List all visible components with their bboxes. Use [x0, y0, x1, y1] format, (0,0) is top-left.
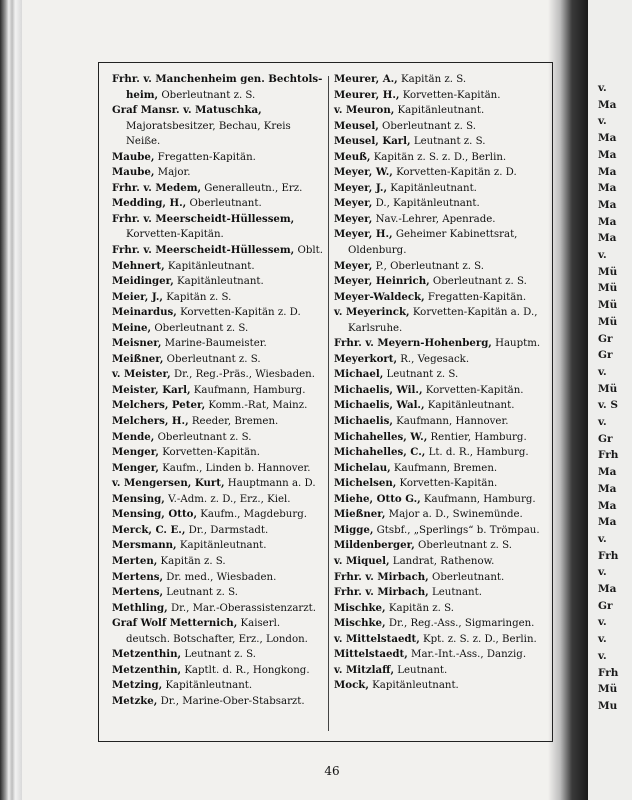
entry-description: Kaufm., Magdeburg.	[197, 509, 307, 521]
entry-description: P., Oberleutnant z. S.	[372, 260, 485, 272]
entry-description: Kaufmann, Hamburg.	[420, 493, 536, 505]
entry-name: Metzing,	[112, 679, 163, 692]
entry-name: v. Meuron,	[334, 104, 395, 117]
entry-description: Kaufm., Linden b. Hannover.	[158, 462, 311, 474]
next-page-fragment: Gr	[598, 332, 613, 345]
directory-entry	[334, 274, 546, 290]
entry-name: Mensing,	[112, 492, 165, 505]
next-page-fragment: Ma	[598, 499, 617, 512]
entry-name: Meurer, H.,	[334, 88, 400, 101]
entry-name: Michaelis,	[334, 415, 393, 428]
next-page-fragment: v.	[598, 365, 607, 378]
directory-entry	[112, 367, 324, 383]
directory-entry	[112, 398, 324, 414]
directory-entry	[334, 165, 546, 181]
entry-name: Mildenberger,	[334, 539, 415, 552]
next-page-fragment: Ma	[598, 466, 617, 479]
directory-entry	[334, 570, 546, 586]
entry-description: Oberleutnant z. S.	[378, 120, 476, 132]
entry-name: Meißner,	[112, 352, 164, 365]
entry-name: Frhr. v. Meerscheidt-Hüllessem,	[112, 244, 295, 257]
entry-name: Meuß,	[334, 150, 371, 163]
directory-entry	[334, 398, 546, 414]
entry-name: Methling,	[112, 601, 168, 614]
entry-description: Kapitänleutnant.	[173, 276, 264, 288]
directory-entry	[112, 461, 324, 477]
next-page-fragment: Mü	[598, 315, 618, 328]
entry-description: Leutnant.	[428, 587, 482, 599]
directory-entry	[334, 150, 546, 166]
entry-name: Michahelles, C.,	[334, 446, 426, 459]
entry-name: Maube,	[112, 150, 155, 163]
directory-entry	[112, 259, 324, 275]
entry-description: Komm.-Rat, Mainz.	[205, 400, 308, 412]
entry-name: Meusel, Karl,	[334, 135, 411, 148]
entry-name: v. Mitzlaff,	[334, 663, 395, 676]
directory-entry	[334, 538, 546, 554]
entry-description: Oberleutnant z. S.	[154, 431, 252, 443]
directory-entry	[112, 150, 324, 166]
entry-name: Merck, C. E.,	[112, 523, 186, 536]
entry-name: Meyer,	[334, 259, 373, 272]
entry-description: Korvetten-Kapitän.	[422, 384, 524, 396]
directory-entry	[112, 196, 324, 212]
entry-name: Meyer,	[334, 212, 373, 225]
entry-description: Korvetten-Kapitän.	[126, 229, 224, 241]
entry-name: Meyer, W.,	[334, 166, 393, 179]
entry-name: Michaelis, Wil.,	[334, 383, 423, 396]
entry-name: Michelau,	[334, 461, 391, 474]
entry-name: Meier, J.,	[112, 290, 163, 303]
right-column	[334, 72, 546, 694]
entry-name: Mersmann,	[112, 539, 177, 552]
directory-entry	[112, 305, 324, 321]
entry-description: Korvetten-Kapitän z. D.	[176, 307, 301, 319]
directory-entry	[112, 414, 324, 430]
entry-description: Leutnant.	[394, 664, 448, 676]
next-page-fragment: Gr	[598, 599, 613, 612]
entry-name: Meyer-Waldeck,	[334, 290, 425, 303]
directory-entry	[334, 227, 546, 258]
entry-description: Oberleutnant.	[428, 571, 505, 583]
entry-description: Reeder, Bremen.	[188, 416, 279, 428]
next-page-fragment: v. S	[598, 399, 618, 412]
column-divider	[328, 76, 329, 731]
directory-entry	[112, 616, 324, 647]
entry-description: Korvetten-Kapitän a. D., Karlsruhe.	[348, 307, 538, 334]
directory-entry	[334, 678, 546, 694]
directory-entry	[334, 601, 546, 617]
next-page-fragment: v.	[598, 616, 607, 629]
next-page-fragment: Frh	[598, 666, 619, 679]
entry-description: Gtsbf., „Sperlings“ b. Trömpau.	[373, 524, 540, 536]
entry-description: Kaufmann, Hamburg.	[190, 384, 306, 396]
entry-description: Leutnant z. S.	[181, 649, 256, 661]
entry-description: Major a. D., Swinemünde.	[385, 509, 523, 521]
entry-name: Melchers, Peter,	[112, 399, 206, 412]
entry-name: Miehe, Otto G.,	[334, 492, 421, 505]
entry-description: Oberleutnant z. S.	[429, 276, 527, 288]
entry-description: Kaufmann, Hannover.	[392, 416, 509, 428]
entry-description: R., Vegesack.	[397, 353, 470, 365]
next-page-fragment: v.	[598, 115, 607, 128]
next-page-fragment: v.	[598, 532, 607, 545]
next-page-fragment: Ma	[598, 232, 617, 245]
directory-entry	[334, 367, 546, 383]
entry-name: v. Meister,	[112, 368, 171, 381]
directory-entry	[112, 336, 324, 352]
entry-name: Meyer, H.,	[334, 228, 393, 241]
directory-entry	[334, 414, 546, 430]
entry-name: v. Mengersen, Kurt,	[112, 477, 225, 490]
entry-name: Meisner,	[112, 337, 162, 350]
directory-entry	[334, 290, 546, 306]
entry-name: Mertens,	[112, 586, 164, 599]
directory-entry	[112, 352, 324, 368]
directory-entry	[334, 492, 546, 508]
entry-name: Mock,	[334, 679, 369, 692]
entry-description: Kaufmann, Bremen.	[390, 462, 498, 474]
next-page-fragment: v.	[598, 416, 607, 428]
entry-description: Leutnant z. S.	[163, 587, 238, 599]
entry-name: v. Mittelstaedt,	[334, 632, 420, 645]
entry-name: Mertens,	[112, 570, 164, 583]
directory-entry	[112, 663, 324, 679]
entry-description: Dr., Marine-Ober-Stabsarzt.	[157, 695, 305, 707]
entry-name: Meyer, Heinrich,	[334, 275, 430, 288]
next-page-fragment: Ma	[598, 182, 617, 195]
entry-description: Dr., Mar.-Oberassistenzarzt.	[167, 602, 316, 614]
directory-entry	[334, 383, 546, 399]
directory-entry	[112, 165, 324, 181]
directory-entry	[334, 523, 546, 539]
next-page-fragment: Gr	[598, 432, 613, 445]
entry-description: Dr. med., Wiesbaden.	[163, 571, 277, 583]
entry-description: Leutnant z. S.	[383, 369, 459, 381]
directory-entry	[334, 507, 546, 523]
directory-entry	[334, 647, 546, 663]
directory-entry	[112, 601, 324, 617]
entry-description: Oberleutnant z. S.	[414, 540, 512, 552]
directory-entry	[334, 445, 546, 461]
directory-entry	[112, 103, 324, 150]
entry-description: Majoratsbesitzer, Bechau, Kreis Neiße.	[126, 120, 291, 148]
entry-name: Mittelstaedt,	[334, 648, 408, 661]
directory-entry	[112, 647, 324, 663]
next-page-fragment: Mü	[598, 282, 618, 295]
directory-entry	[334, 259, 546, 275]
entry-name: Michahelles, W.,	[334, 430, 428, 443]
next-page-fragment: Ma	[598, 583, 617, 595]
entry-name: Melchers, H.,	[112, 415, 189, 428]
entry-description: Korvetten-Kapitän.	[158, 447, 260, 459]
next-page-fragment: Ma	[598, 198, 617, 211]
directory-entry	[334, 461, 546, 477]
directory-entry	[334, 430, 546, 446]
directory-entry	[334, 134, 546, 150]
entry-description: Hauptm.	[491, 338, 541, 350]
entry-name: Migge,	[334, 523, 374, 536]
entry-description: Kaiserl. deutsch. Botschafter, Erz., London.	[126, 618, 308, 645]
entry-description: Kapitän z. S. z. D., Berlin.	[370, 151, 507, 163]
directory-entry	[334, 119, 546, 135]
entry-description: Kapitänleutnant.	[394, 105, 485, 117]
entry-description: Kaptlt. d. R., Hongkong.	[181, 664, 310, 676]
directory-entry	[112, 476, 324, 492]
entry-description: Mar.-Int.-Ass., Danzig.	[407, 649, 527, 661]
entry-description: Dr., Reg.-Präs., Wiesbaden.	[170, 369, 315, 381]
entry-description: Hauptmann a. D.	[224, 478, 316, 490]
next-page-fragment: Ma	[598, 165, 617, 178]
next-page-fragment: Ma	[598, 98, 617, 111]
directory-entry	[334, 352, 546, 368]
entry-name: Frhr. v. Mirbach,	[334, 570, 429, 583]
next-page-fragment: v.	[598, 566, 607, 579]
entry-description: Oberleutnant z. S.	[151, 322, 249, 334]
entry-description: Kapitänleutnant.	[387, 182, 477, 194]
directory-entry	[112, 430, 324, 446]
page-number: 46	[324, 764, 340, 778]
entry-name: Frhr. v. Medem,	[112, 181, 202, 194]
entry-name: Meyer, J.,	[334, 181, 387, 194]
entry-description: Korvetten-Kapitän z. D.	[392, 167, 517, 179]
entry-description: Leutnant z. S.	[410, 136, 486, 148]
directory-entry	[334, 88, 546, 104]
directory-entry	[334, 632, 546, 648]
next-page-edge	[588, 0, 632, 800]
next-page-fragment: Ma	[598, 482, 617, 495]
entry-name: Mensing, Otto,	[112, 508, 198, 521]
directory-entry	[334, 663, 546, 679]
entry-name: Mende,	[112, 430, 155, 443]
entry-description: Lt. d. R., Hamburg.	[425, 447, 529, 459]
directory-entry	[334, 554, 546, 570]
directory-entry	[112, 554, 324, 570]
next-page-fragment: Mü	[598, 382, 618, 395]
next-page-fragment: v.	[598, 633, 607, 646]
entry-name: Frhr. v. Mirbach,	[334, 586, 429, 599]
directory-entry	[112, 678, 324, 694]
entry-name: Medding, H.,	[112, 197, 187, 210]
entry-name: Metzenthin,	[112, 648, 182, 661]
entry-name: Mehnert,	[112, 259, 165, 272]
entry-name: Meister, Karl,	[112, 383, 191, 396]
entry-description: Marine-Baumeister.	[161, 338, 267, 350]
entry-name: Menger,	[112, 446, 159, 459]
directory-entry	[112, 523, 324, 539]
entry-description: Korvetten-Kapitän.	[399, 89, 501, 101]
next-page-fragment: Mu	[598, 699, 618, 712]
entry-description: Kapitänleutnant.	[368, 680, 459, 692]
next-page-fragment: Ma	[598, 148, 617, 161]
entry-description: Kapitänleutnant.	[176, 540, 267, 552]
entry-name: v. Miquel,	[334, 554, 390, 567]
entry-name: Metzke,	[112, 694, 158, 707]
entry-name: Meinardus,	[112, 306, 177, 319]
next-page-fragment: Ma	[598, 132, 617, 145]
next-page-fragment: v.	[598, 82, 607, 94]
next-page-fragment: Frh	[598, 449, 619, 462]
entry-description: Kpt. z. S. z. D., Berlin.	[419, 633, 537, 645]
directory-entry	[112, 243, 324, 259]
directory-entry	[334, 305, 546, 336]
directory-entry	[112, 445, 324, 461]
entry-name: Meidinger,	[112, 275, 174, 288]
entry-description: Dr., Darmstadt.	[185, 524, 269, 536]
next-page-fragment: Mü	[598, 265, 618, 278]
entry-description: Fregatten-Kapitän.	[424, 291, 527, 303]
entry-name: Frhr. v. Meerscheidt-Hüllessem,	[112, 212, 295, 225]
entry-name: Maube,	[112, 166, 155, 179]
entry-name: Mischke,	[334, 601, 386, 614]
entry-description: Major.	[154, 167, 191, 179]
entry-description: Kapitänleutnant.	[164, 260, 255, 272]
entry-description: Landrat, Rathenow.	[389, 555, 495, 567]
directory-entry	[112, 492, 324, 508]
directory-entry	[112, 274, 324, 290]
entry-name: Merten,	[112, 554, 158, 567]
entry-name: Graf Wolf Metternich,	[112, 617, 238, 630]
next-page-fragment: Frh	[598, 549, 619, 562]
entry-name: Michelsen,	[334, 477, 397, 490]
book-spine-edge	[0, 0, 22, 800]
book-gutter	[548, 0, 588, 800]
entry-description: V.-Adm. z. D., Erz., Kiel.	[164, 493, 291, 505]
directory-entry	[334, 181, 546, 197]
entry-description: Oblt.	[294, 245, 323, 257]
entry-description: Kapitänleutnant.	[162, 680, 253, 692]
entry-description: Kapitän z. S.	[162, 291, 232, 303]
entry-description: Kapitän z. S.	[157, 555, 226, 567]
entry-description: Oberleutnant z. S.	[158, 89, 256, 101]
entry-description: Dr., Reg.-Ass., Sigmaringen.	[385, 618, 535, 630]
entry-description: Oberleutnant.	[186, 198, 262, 210]
entry-name: Meusel,	[334, 119, 379, 132]
directory-entry	[112, 383, 324, 399]
entry-description: D., Kapitänleutnant.	[372, 198, 480, 210]
entry-name: Metzenthin,	[112, 663, 182, 676]
directory-entry	[334, 336, 546, 352]
directory-entry	[112, 538, 324, 554]
entry-name: Frhr. v. Meyern-Hohenberg,	[334, 337, 492, 350]
directory-entry	[112, 212, 324, 243]
entry-description: Rentier, Hamburg.	[427, 431, 527, 443]
next-page-fragment: Mü	[598, 299, 618, 312]
entry-name: Mischke,	[334, 617, 386, 630]
entry-name: Meurer, A.,	[334, 73, 398, 85]
entry-description: Nav.-Lehrer, Apenrade.	[372, 213, 496, 225]
next-page-fragment: Ma	[598, 215, 617, 228]
entry-description: Oberleutnant z. S.	[163, 353, 261, 365]
entry-name: Meyerkort,	[334, 352, 398, 365]
directory-entry	[334, 585, 546, 601]
entry-name: Menger,	[112, 461, 159, 474]
next-page-fragment: v.	[598, 249, 607, 261]
next-page-fragment: Mü	[598, 683, 618, 696]
directory-entry	[334, 476, 546, 492]
entry-name: v. Meyerinck,	[334, 306, 410, 319]
entry-description: Kapitänleutnant.	[424, 400, 515, 412]
left-column	[112, 72, 324, 709]
next-page-fragment: v.	[598, 649, 607, 662]
entry-name: Michaelis, Wal.,	[334, 399, 425, 412]
directory-entry	[334, 212, 546, 228]
directory-entry	[334, 72, 546, 88]
entry-description: Korvetten-Kapitän.	[396, 478, 498, 490]
entry-description: Kapitän z. S.	[397, 74, 467, 85]
directory-entry	[334, 616, 546, 632]
directory-entry	[112, 72, 324, 103]
next-page-fragment: Ma	[598, 516, 617, 529]
directory-entry	[112, 694, 324, 710]
next-page-fragment: Gr	[598, 349, 613, 362]
entry-name: Mießner,	[334, 508, 386, 521]
directory-entry	[112, 507, 324, 523]
directory-entry	[112, 570, 324, 586]
entry-name: Frhr. v. Manchenheim gen. Bechtols-heim,	[112, 73, 323, 101]
entry-name: Michael,	[334, 368, 384, 381]
directory-entry	[112, 181, 324, 197]
entry-name: Meine,	[112, 321, 152, 334]
directory-entry	[112, 321, 324, 337]
entry-name: Meyer,	[334, 197, 373, 210]
entry-description: Geheimer Kabinettsrat, Oldenburg.	[348, 229, 518, 257]
directory-entry	[334, 196, 546, 212]
entry-description: Generalleutn., Erz.	[201, 182, 303, 194]
directory-entry	[334, 103, 546, 119]
entry-name: Graf Mansr. v. Matuschka,	[112, 104, 262, 117]
directory-entry	[112, 290, 324, 306]
entry-description: Kapitän z. S.	[385, 602, 454, 614]
directory-entry	[112, 585, 324, 601]
entry-description: Fregatten-Kapitän.	[154, 151, 256, 163]
